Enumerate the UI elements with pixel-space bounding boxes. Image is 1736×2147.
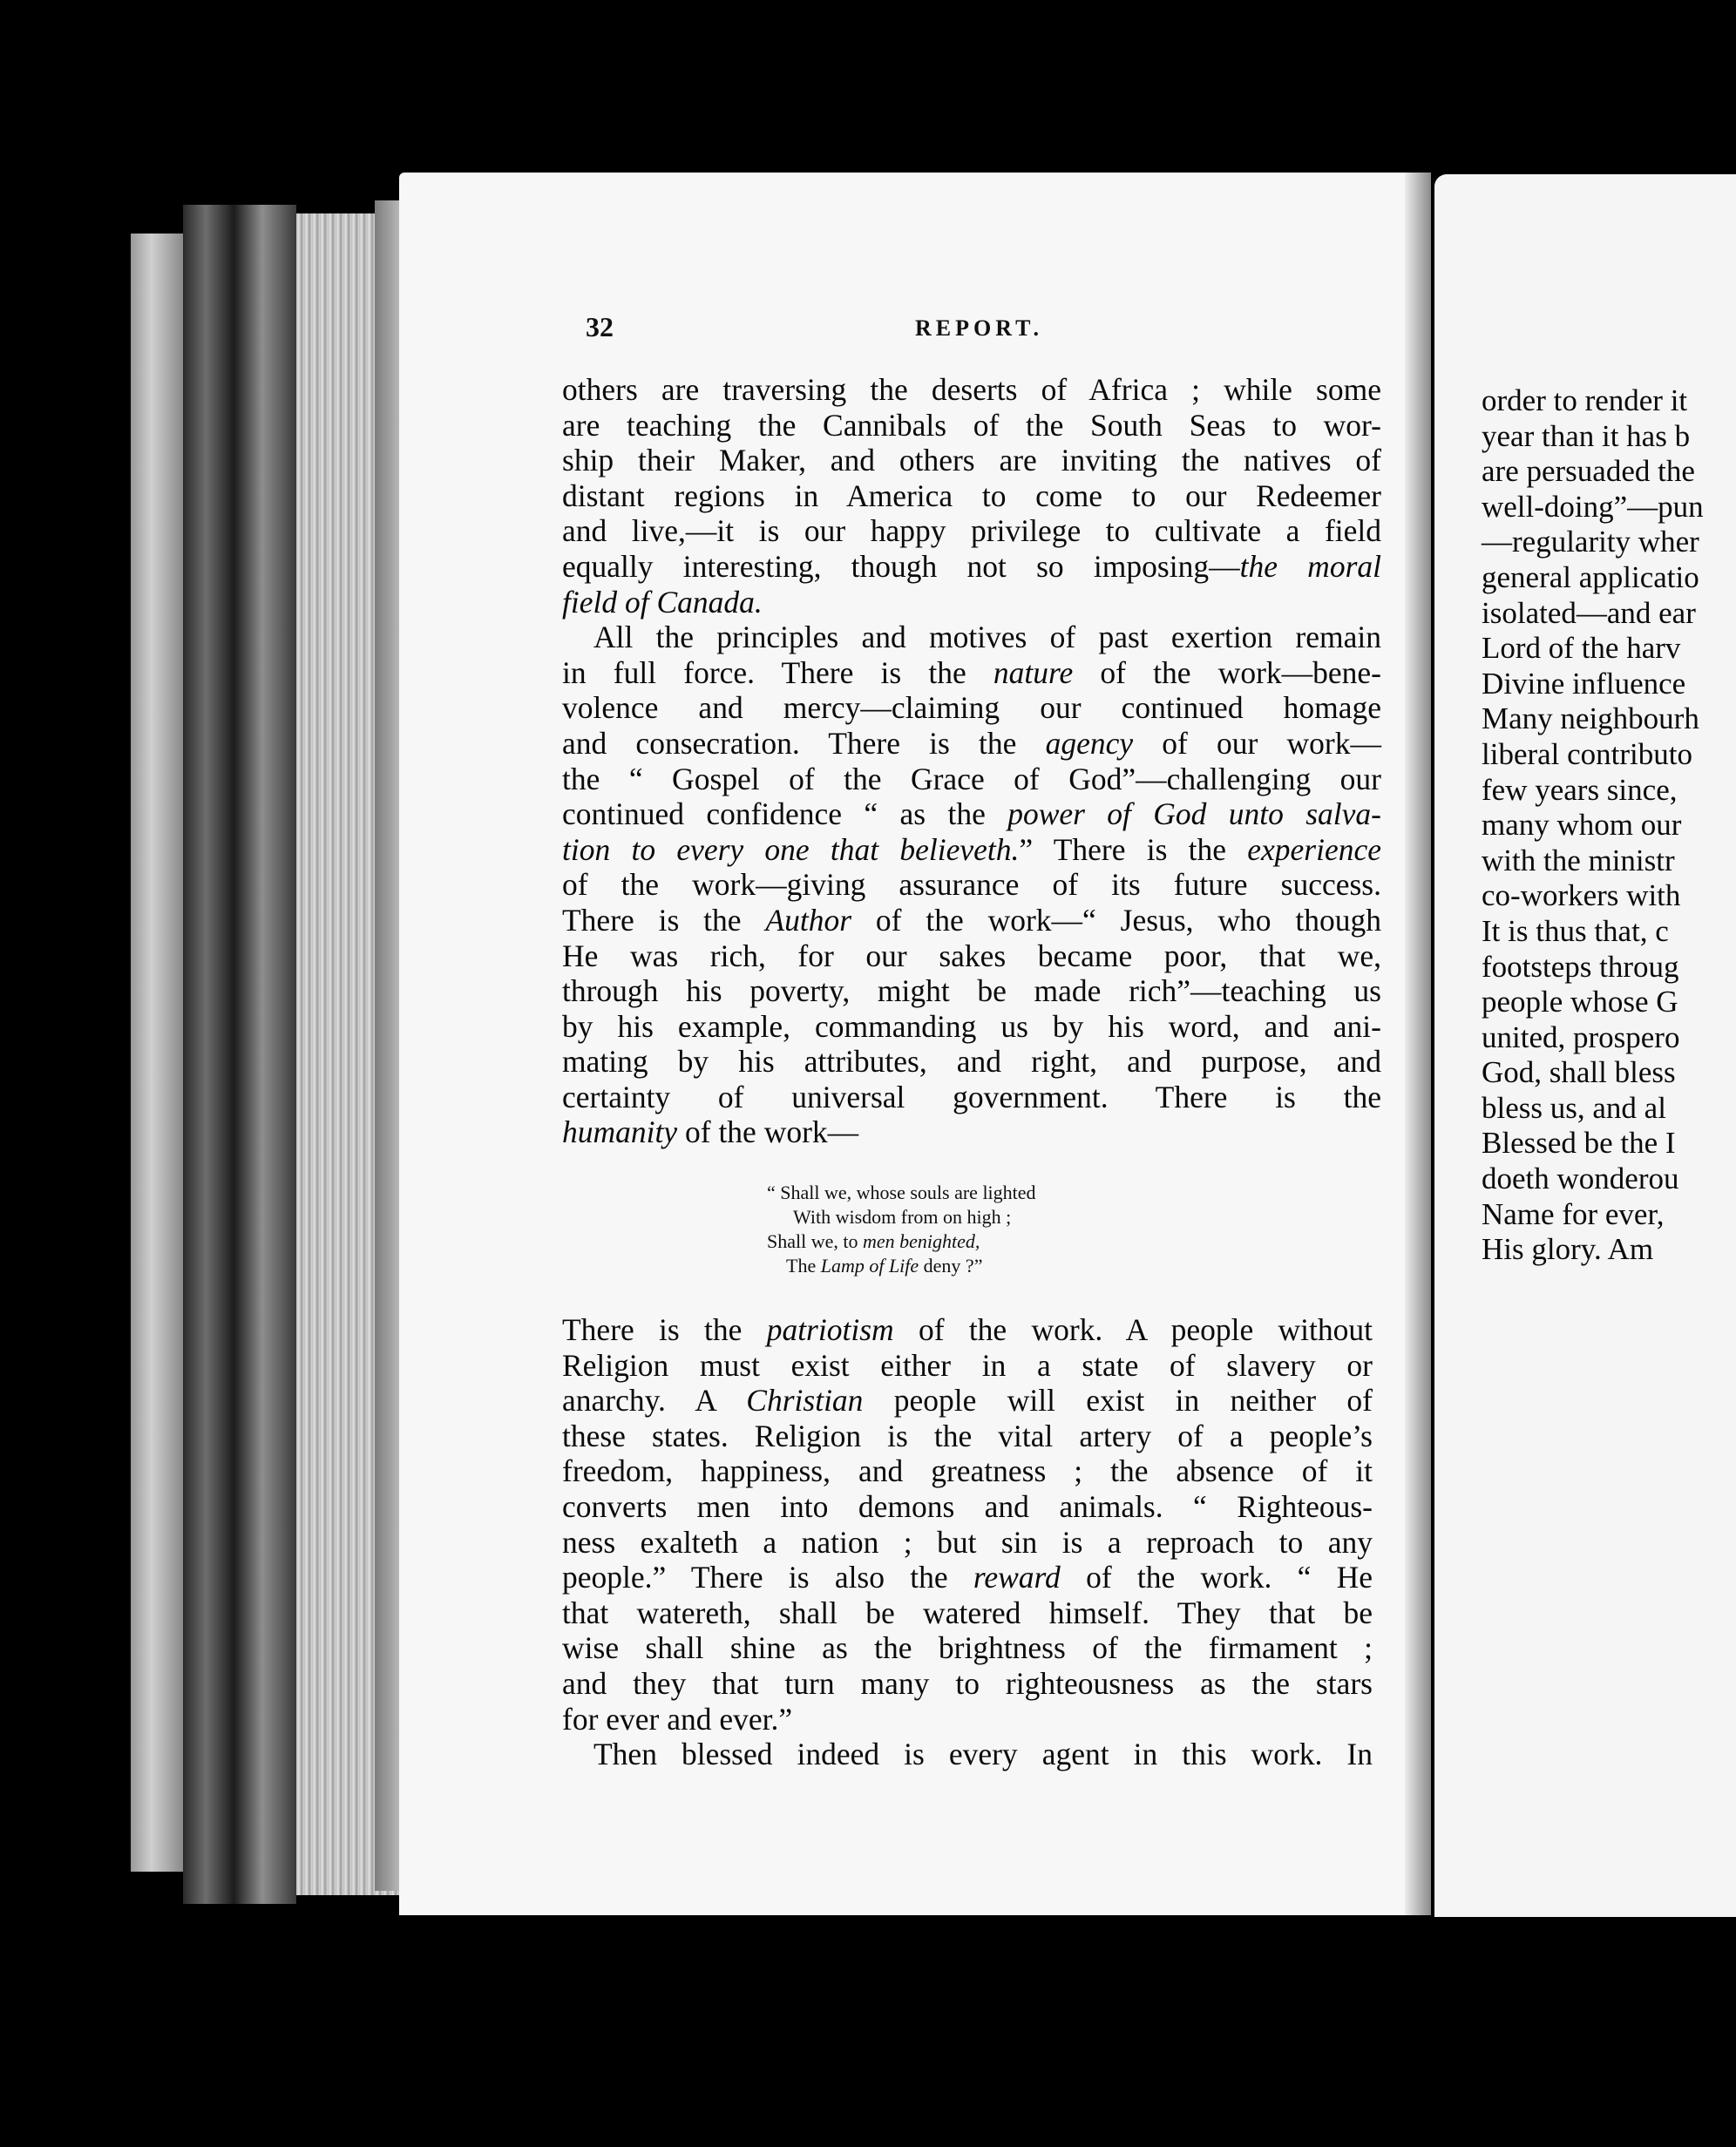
book-edge [131,234,183,1872]
text-line: Blessed be the I [1482,1126,1676,1161]
text-line: anarchy. A Christian people will exist in neither of [562,1383,1373,1419]
text-line: are persuaded the [1482,454,1695,489]
text-line: Divine influence [1482,666,1686,701]
text-line: and live,—it is our happy privilege to cultivate a field [562,513,1381,549]
text-line: well-doing”—pun [1482,489,1704,524]
main-text-block [562,372,1381,1150]
text-line: He was rich, for our sakes became poor, that we, [562,938,1381,973]
text-line: Religion must exist either in a state of slavery or [562,1347,1373,1383]
text-line: freedom, happiness, and greatness ; the absence of it [562,1453,1373,1489]
text-line: There is the patriotism of the work. A people without [562,1312,1373,1347]
text-line: order to render it [1482,383,1688,417]
text-line: mating by his attributes, and right, and purpose, and [562,1044,1381,1080]
text-line: distant regions in America to come to our Redeemer [562,477,1381,513]
text-line: God, shall bless [1482,1055,1676,1090]
text-line: ness exalteth a nation ; but sin is a reproach to any [562,1524,1373,1560]
second-text-block [562,1312,1373,1772]
text-line: bless us, and al [1482,1090,1666,1125]
text-line: in full force. There is the nature of the work—bene- [562,654,1381,690]
text-line: volence and mercy—claiming our continued homage [562,690,1381,726]
text-line: doeth wonderou [1482,1162,1679,1196]
text-line: many whom our [1482,808,1682,843]
text-line: of the work—giving assurance of its future success. [562,867,1381,903]
running-head: REPORT. [915,315,1043,341]
text-line: humanity of the work— [562,1114,859,1150]
text-line: continued confidence “ as the power of God unto salva- [562,796,1381,832]
verse-line: The Lamp of Life deny ?” [786,1255,983,1277]
text-line: and consecration. There is the agency of our work— [562,725,1381,761]
text-line: There is the Author of the work—“ Jesus, who though [562,902,1381,938]
text-line: these states. Religion is the vital artery of a people’s [562,1418,1373,1453]
text-line: Name for ever, [1482,1196,1665,1231]
text-line: isolated—and ear [1482,595,1696,630]
text-line: and they that turn many to righteousness as the stars [562,1665,1373,1701]
verse-line: “ Shall we, whose souls are lighted [767,1182,1036,1203]
text-line: people.” There is also the reward of the work. “ He [562,1560,1373,1595]
right-page-text [1482,383,1736,1268]
page-number: 32 [586,311,614,342]
text-line: Many neighbourh [1482,701,1699,736]
page-gutter [1405,173,1431,1915]
text-line: tion to every one that believeth.” There is the experience [562,831,1381,867]
text-line: year than it has b [1482,418,1691,453]
text-line: by his example, commanding us by his word, and ani- [562,1008,1381,1044]
text-line: footsteps throug [1482,949,1679,984]
text-line: the “ Gospel of the Grace of God”—challenging our [562,761,1381,796]
text-line: united, prospero [1482,1019,1680,1054]
text-line: field of Canada. [562,584,763,620]
text-line: through his poverty, might be made rich”—teaching us [562,973,1381,1009]
text-line: for ever and ever.” [562,1701,793,1737]
text-line: wise shall shine as the brightness of the firmament ; [562,1630,1373,1666]
text-line: with the ministr [1482,843,1675,877]
text-line: people whose G [1482,985,1678,1019]
text-line: ship their Maker, and others are inviting the natives of [562,443,1381,478]
text-line: converts men into demons and animals. “ Righteous- [562,1488,1373,1524]
text-line: equally interesting, though not so imposing—the moral [562,548,1381,584]
text-line: All the principles and motives of past exertion remain [593,620,1381,655]
verse-line: Shall we, to men benighted, [767,1230,980,1252]
text-line: Lord of the harv [1482,631,1681,666]
verse-quote [767,1181,1036,1278]
text-line: are teaching the Cannibals of the South Seas to wor- [562,407,1381,443]
text-line: co-workers with [1482,878,1681,913]
text-line: general applicatio [1482,559,1699,594]
text-line: It is thus that, c [1482,913,1669,948]
text-line: that watereth, shall be watered himself. They that be [562,1595,1373,1630]
text-line: certainty of universal government. There is the [562,1079,1381,1114]
text-line: few years since, [1482,772,1678,807]
text-line: liberal contributo [1482,736,1693,771]
text-line: Then blessed indeed is every agent in this work. In [593,1737,1373,1772]
text-line: —regularity wher [1482,525,1699,559]
verse-line: With wisdom from on high ; [793,1206,1012,1228]
text-line: others are traversing the deserts of Africa ; while some [562,372,1381,407]
text-line: His glory. Am [1482,1232,1654,1267]
book-spine [183,205,296,1904]
